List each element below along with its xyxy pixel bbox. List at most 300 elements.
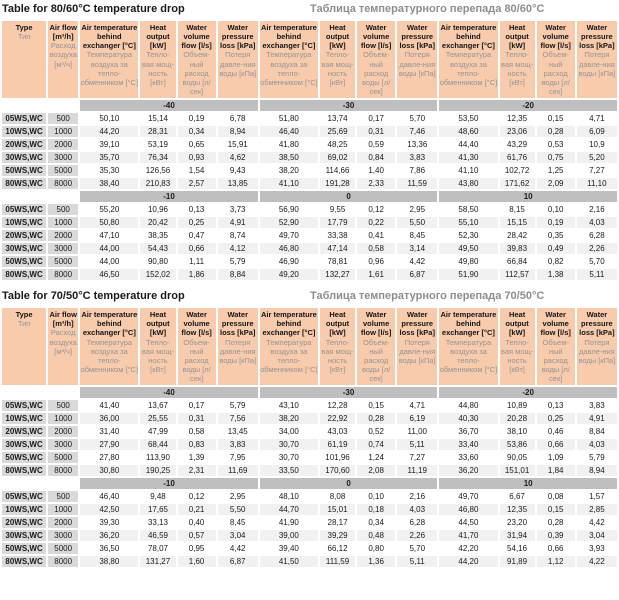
- table-title-ru: Таблица температурного перепада 70/50°C: [310, 290, 545, 303]
- value-cell: 0,41: [357, 230, 395, 241]
- table-title-en: Table for 70/50°C temperature drop: [2, 290, 185, 303]
- value-cell: 0,12: [178, 491, 216, 502]
- value-cell: 9,48: [140, 491, 175, 502]
- value-cell: 78,07: [140, 543, 175, 554]
- value-cell: 43,29: [500, 139, 535, 150]
- value-cell: 47,14: [320, 243, 355, 254]
- type-cell: 10WS,WC: [2, 504, 46, 515]
- col-header-label-en: Heat output [kW]: [146, 23, 170, 51]
- col-header-water-pressure-loss: [218, 308, 258, 385]
- value-cell: 4,42: [218, 543, 258, 554]
- value-cell: 170,60: [320, 465, 355, 476]
- value-cell: 6,87: [218, 556, 258, 567]
- value-cell: 44,20: [80, 126, 138, 137]
- col-header-label-en: Water volume flow [l/s]: [360, 310, 392, 338]
- air-flow-cell: 3000: [48, 439, 78, 450]
- table-row: [2, 243, 617, 254]
- value-cell: 44,70: [260, 504, 318, 515]
- value-cell: 40,30: [439, 413, 497, 424]
- value-cell: 41,80: [260, 139, 318, 150]
- value-cell: 52,90: [260, 217, 318, 228]
- value-cell: 126,56: [140, 165, 175, 176]
- col-header-label-ru: Температура воздуха за тепло-обменником [°C]: [80, 50, 139, 87]
- value-cell: 5,79: [218, 256, 258, 267]
- value-cell: 36,70: [439, 426, 497, 437]
- col-header-label-ru: Потеря давле-ния воды [кПа]: [219, 50, 257, 78]
- col-header-water-volume-flow: [178, 21, 216, 98]
- type-cell: 80WS,WC: [2, 178, 46, 189]
- value-cell: 0,66: [537, 543, 575, 554]
- col-header-label-ru: Температура воздуха за тепло-обменником [°C]: [439, 50, 498, 87]
- col-header-label-ru: Потеря давле-ния воды [кПа]: [398, 337, 436, 365]
- outside-temp-group-row: [2, 100, 617, 111]
- value-cell: 5,50: [397, 217, 437, 228]
- value-cell: 53,86: [500, 439, 535, 450]
- type-cell: 20WS,WC: [2, 517, 46, 528]
- air-flow-cell: 2000: [48, 230, 78, 241]
- col-header-label-ru: Расход воздуха [м³/ч]: [49, 41, 77, 69]
- value-cell: 0,57: [178, 530, 216, 541]
- value-cell: 11,10: [577, 178, 617, 189]
- table-row: [2, 413, 617, 424]
- value-cell: 91,89: [500, 556, 535, 567]
- table-section-80-60: [0, 3, 619, 282]
- value-cell: 47,10: [80, 230, 138, 241]
- value-cell: 51,90: [439, 269, 497, 280]
- col-header-label-en: Heat output [kW]: [505, 310, 529, 338]
- col-header-label-ru: Расход воздуха [м³/ч]: [49, 328, 77, 356]
- value-cell: 0,83: [178, 439, 216, 450]
- value-cell: 44,80: [439, 400, 497, 411]
- value-cell: 7,56: [218, 413, 258, 424]
- value-cell: 7,27: [577, 165, 617, 176]
- value-cell: 6,09: [577, 126, 617, 137]
- value-cell: 34,00: [260, 426, 318, 437]
- value-cell: 66,12: [320, 543, 355, 554]
- value-cell: 46,80: [439, 504, 497, 515]
- value-cell: 44,20: [439, 556, 497, 567]
- value-cell: 0,08: [537, 491, 575, 502]
- type-cell: 50WS,WC: [2, 165, 46, 176]
- value-cell: 0,58: [357, 243, 395, 254]
- outside-temp-group-row: [2, 478, 617, 489]
- table-row: [2, 152, 617, 163]
- value-cell: 2,26: [397, 530, 437, 541]
- value-cell: 90,05: [500, 452, 535, 463]
- value-cell: 20,42: [140, 217, 175, 228]
- type-cell: 30WS,WC: [2, 439, 46, 450]
- col-header-label-ru: Температура воздуха за тепло-обменником [°C]: [260, 337, 318, 374]
- type-cell: 05WS,WC: [2, 113, 46, 124]
- value-cell: 53,19: [140, 139, 175, 150]
- col-header-water-volume-flow: [357, 21, 395, 98]
- type-cell: 30WS,WC: [2, 530, 46, 541]
- col-header-label-ru: Тепло-вая мощ-ность [кВт]: [500, 50, 534, 87]
- value-cell: 33,50: [260, 465, 318, 476]
- value-cell: 28,42: [500, 230, 535, 241]
- value-cell: 114,66: [320, 165, 355, 176]
- value-cell: 41,10: [439, 165, 497, 176]
- col-header-label-ru: Потеря давле-ния воды [кПа]: [398, 50, 436, 78]
- value-cell: 25,55: [140, 413, 175, 424]
- value-cell: 5,70: [397, 113, 437, 124]
- value-cell: 31,94: [500, 530, 535, 541]
- air-flow-cell: 8000: [48, 269, 78, 280]
- value-cell: 61,19: [320, 439, 355, 450]
- value-cell: 0,19: [537, 217, 575, 228]
- value-cell: 33,40: [439, 439, 497, 450]
- outside-temp-group-label: -20: [439, 100, 617, 111]
- value-cell: 2,57: [178, 178, 216, 189]
- value-cell: 0,28: [537, 517, 575, 528]
- value-cell: 66,84: [500, 256, 535, 267]
- value-cell: 46,50: [80, 269, 138, 280]
- value-cell: 4,03: [577, 217, 617, 228]
- outside-temp-group-label: -20: [439, 387, 617, 398]
- value-cell: 6,28: [397, 517, 437, 528]
- value-cell: 6,19: [397, 413, 437, 424]
- air-flow-cell: 5000: [48, 256, 78, 267]
- value-cell: 15,15: [500, 217, 535, 228]
- value-cell: 1,39: [178, 452, 216, 463]
- air-flow-cell: 1000: [48, 504, 78, 515]
- table-section-70-50: [0, 290, 619, 569]
- value-cell: 42,50: [80, 504, 138, 515]
- value-cell: 4,62: [218, 152, 258, 163]
- air-flow-cell: 2000: [48, 426, 78, 437]
- value-cell: 2,16: [577, 204, 617, 215]
- value-cell: 53,50: [439, 113, 497, 124]
- value-cell: 12,35: [500, 504, 535, 515]
- value-cell: 36,50: [80, 543, 138, 554]
- value-cell: 131,27: [140, 556, 175, 567]
- value-cell: 190,25: [140, 465, 175, 476]
- table-row: [2, 126, 617, 137]
- col-header-air-temp-behind-exchanger: [260, 21, 318, 98]
- col-header-label-en: Water pressure loss [kPa]: [399, 23, 435, 51]
- table-title-ru: Таблица температурного перепада 80/60°C: [310, 3, 545, 15]
- value-cell: 0,12: [357, 204, 395, 215]
- table-row: [2, 504, 617, 515]
- value-cell: 1,12: [537, 556, 575, 567]
- col-header-label-ru: Температура воздуха за тепло-обменником [°C]: [80, 337, 139, 374]
- value-cell: 0,65: [178, 139, 216, 150]
- value-cell: 28,17: [320, 517, 355, 528]
- value-cell: 46,40: [260, 126, 318, 137]
- outside-temp-group-label: -30: [260, 100, 438, 111]
- value-cell: 0,34: [357, 517, 395, 528]
- value-cell: 0,31: [178, 413, 216, 424]
- value-cell: 132,27: [320, 269, 355, 280]
- col-header-label-ru: Потеря давле-ния воды [кПа]: [578, 337, 616, 365]
- value-cell: 36,20: [439, 465, 497, 476]
- value-cell: 0,15: [357, 400, 395, 411]
- col-header-label-en: Water pressure loss [kPa]: [579, 310, 615, 338]
- value-cell: 2,09: [537, 178, 575, 189]
- outside-temp-group-label: -10: [80, 191, 258, 202]
- outside-temp-group-label: 10: [439, 191, 617, 202]
- value-cell: 0,93: [178, 152, 216, 163]
- col-header-label-en: Heat output [kW]: [146, 310, 170, 338]
- type-cell: 10WS,WC: [2, 413, 46, 424]
- type-cell: 10WS,WC: [2, 217, 46, 228]
- value-cell: 4,91: [218, 217, 258, 228]
- value-cell: 8,84: [218, 269, 258, 280]
- temperature-drop-table-80-60: [0, 19, 619, 282]
- value-cell: 39,10: [80, 139, 138, 150]
- type-cell: 30WS,WC: [2, 152, 46, 163]
- col-header-heat-output: [320, 308, 355, 385]
- col-header-label-ru: Объем-ный расход воды [л/сек]: [182, 50, 211, 96]
- value-cell: 41,70: [439, 530, 497, 541]
- value-cell: 58,50: [439, 204, 497, 215]
- col-header-heat-output: [140, 21, 175, 98]
- value-cell: 43,03: [320, 426, 355, 437]
- value-cell: 48,60: [439, 126, 497, 137]
- col-header-label-ru: Потеря давле-ния воды [кПа]: [578, 50, 616, 78]
- type-cell: 05WS,WC: [2, 400, 46, 411]
- value-cell: 90,80: [140, 256, 175, 267]
- value-cell: 61,76: [500, 152, 535, 163]
- col-header-label-en: Water volume flow [l/s]: [540, 310, 571, 338]
- value-cell: 4,71: [397, 400, 437, 411]
- value-cell: 38,40: [80, 178, 138, 189]
- value-cell: 0,17: [178, 400, 216, 411]
- col-header-label-en: Water pressure loss [kPa]: [399, 310, 435, 338]
- value-cell: 39,29: [320, 530, 355, 541]
- col-header-label-en: Water volume flow [l/s]: [540, 23, 571, 51]
- col-header-label-en: Water volume flow [l/s]: [360, 23, 392, 51]
- air-flow-cell: 8000: [48, 556, 78, 567]
- col-header-water-pressure-loss: [397, 308, 437, 385]
- group-row-spacer: [2, 191, 78, 202]
- outside-temp-group-label: -30: [260, 387, 438, 398]
- value-cell: 50,80: [80, 217, 138, 228]
- value-cell: 8,45: [397, 230, 437, 241]
- air-flow-cell: 2000: [48, 139, 78, 150]
- value-cell: 44,40: [439, 139, 497, 150]
- value-cell: 30,80: [80, 465, 138, 476]
- type-cell: 50WS,WC: [2, 452, 46, 463]
- value-cell: 4,12: [218, 243, 258, 254]
- type-cell: 20WS,WC: [2, 426, 46, 437]
- value-cell: 39,83: [500, 243, 535, 254]
- outside-temp-group-label: -40: [80, 387, 258, 398]
- col-header-water-volume-flow: [178, 308, 216, 385]
- outside-temp-group-row: [2, 387, 617, 398]
- table-title-row: [0, 290, 619, 305]
- col-header-label-en: Air temperature behind exchanger [°C]: [81, 23, 138, 51]
- value-cell: 0,10: [357, 491, 395, 502]
- table-row: [2, 543, 617, 554]
- table-row: [2, 400, 617, 411]
- value-cell: 0,47: [178, 230, 216, 241]
- col-header-label-ru: Тип: [17, 319, 31, 329]
- value-cell: 33,13: [140, 517, 175, 528]
- value-cell: 35,70: [80, 152, 138, 163]
- air-flow-cell: 500: [48, 400, 78, 411]
- value-cell: 1,84: [537, 465, 575, 476]
- air-flow-cell: 2000: [48, 517, 78, 528]
- type-cell: 05WS,WC: [2, 491, 46, 502]
- value-cell: 28,31: [140, 126, 175, 137]
- col-header-label-en: Air temperature behind exchanger [°C]: [260, 310, 317, 338]
- value-cell: 0,53: [537, 139, 575, 150]
- value-cell: 0,59: [357, 139, 395, 150]
- table-title-row: [0, 3, 619, 18]
- table-row: [2, 230, 617, 241]
- table-row: [2, 139, 617, 150]
- type-cell: 50WS,WC: [2, 256, 46, 267]
- value-cell: 2,95: [397, 204, 437, 215]
- value-cell: 0,80: [357, 543, 395, 554]
- value-cell: 52,30: [439, 230, 497, 241]
- col-header-heat-output: [500, 21, 535, 98]
- value-cell: 38,35: [140, 230, 175, 241]
- col-header-label-en: Air temperature behind exchanger [°C]: [440, 310, 497, 338]
- value-cell: 15,01: [320, 504, 355, 515]
- air-flow-cell: 3000: [48, 152, 78, 163]
- value-cell: 44,00: [80, 243, 138, 254]
- type-cell: 30WS,WC: [2, 243, 46, 254]
- value-cell: 1,38: [537, 269, 575, 280]
- value-cell: 6,28: [577, 230, 617, 241]
- value-cell: 5,70: [577, 256, 617, 267]
- col-header-air-flow: [48, 308, 78, 385]
- header-row: [2, 21, 617, 98]
- value-cell: 10,89: [500, 400, 535, 411]
- value-cell: 5,20: [577, 152, 617, 163]
- air-flow-cell: 5000: [48, 543, 78, 554]
- col-header-label-en: Heat output [kW]: [505, 23, 529, 51]
- outside-temp-group-label: 10: [439, 478, 617, 489]
- col-header-label-ru: Температура воздуха за тепло-обменником [°C]: [439, 337, 498, 374]
- value-cell: 17,79: [320, 217, 355, 228]
- value-cell: 2,85: [577, 504, 617, 515]
- value-cell: 44,50: [439, 517, 497, 528]
- table-row: [2, 217, 617, 228]
- col-header-heat-output: [140, 308, 175, 385]
- value-cell: 5,79: [577, 452, 617, 463]
- value-cell: 0,28: [537, 126, 575, 137]
- type-cell: 10WS,WC: [2, 126, 46, 137]
- value-cell: 54,43: [140, 243, 175, 254]
- value-cell: 1,36: [357, 556, 395, 567]
- value-cell: 46,80: [260, 243, 318, 254]
- col-header-water-pressure-loss: [397, 21, 437, 98]
- value-cell: 1,57: [577, 491, 617, 502]
- value-cell: 0,17: [357, 113, 395, 124]
- air-flow-cell: 1000: [48, 217, 78, 228]
- col-header-label-en: Water pressure loss [kPa]: [220, 23, 256, 51]
- col-header-label-ru: Объем-ный расход воды [л/сек]: [361, 337, 391, 384]
- value-cell: 36,00: [80, 413, 138, 424]
- col-header-label-en: Water pressure loss [kPa]: [579, 23, 615, 51]
- value-cell: 55,20: [80, 204, 138, 215]
- header-row: [2, 308, 617, 385]
- value-cell: 0,13: [537, 400, 575, 411]
- air-flow-cell: 500: [48, 204, 78, 215]
- value-cell: 46,40: [80, 491, 138, 502]
- value-cell: 0,25: [178, 217, 216, 228]
- value-cell: 38,20: [260, 165, 318, 176]
- value-cell: 7,86: [397, 165, 437, 176]
- value-cell: 1,86: [178, 269, 216, 280]
- value-cell: 17,65: [140, 504, 175, 515]
- value-cell: 20,28: [500, 413, 535, 424]
- table-row: [2, 178, 617, 189]
- col-header-label-ru: Тепло-вая мощ-ность [кВт]: [141, 337, 175, 374]
- col-header-label-en: Air temperature behind exchanger [°C]: [81, 310, 138, 338]
- col-header-label-ru: Температура воздуха за тепло-обменником [°C]: [260, 50, 318, 87]
- col-header-label-en: Water volume flow [l/s]: [181, 310, 212, 338]
- col-header-water-pressure-loss: [218, 21, 258, 98]
- value-cell: 3,83: [397, 152, 437, 163]
- outside-temp-group-label: -10: [80, 478, 258, 489]
- value-cell: 23,06: [500, 126, 535, 137]
- value-cell: 1,11: [178, 256, 216, 267]
- value-cell: 0,74: [357, 439, 395, 450]
- value-cell: 10,9: [577, 139, 617, 150]
- value-cell: 0,28: [357, 413, 395, 424]
- col-header-label-en: Air flow [m³/h]: [49, 23, 77, 42]
- table-row: [2, 439, 617, 450]
- value-cell: 30,70: [260, 452, 318, 463]
- value-cell: 41,30: [439, 152, 497, 163]
- group-row-spacer: [2, 478, 78, 489]
- value-cell: 6,78: [218, 113, 258, 124]
- air-flow-cell: 8000: [48, 178, 78, 189]
- value-cell: 49,50: [439, 243, 497, 254]
- table-row: [2, 556, 617, 567]
- value-cell: 8,15: [500, 204, 535, 215]
- value-cell: 0,22: [357, 217, 395, 228]
- value-cell: 8,74: [218, 230, 258, 241]
- col-header-type: [2, 21, 46, 98]
- air-flow-cell: 1000: [48, 126, 78, 137]
- value-cell: 41,40: [80, 400, 138, 411]
- value-cell: 2,16: [397, 491, 437, 502]
- value-cell: 1,24: [357, 452, 395, 463]
- value-cell: 76,34: [140, 152, 175, 163]
- table-row: [2, 269, 617, 280]
- value-cell: 38,20: [260, 413, 318, 424]
- value-cell: 13,67: [140, 400, 175, 411]
- value-cell: 48,10: [260, 491, 318, 502]
- value-cell: 1,40: [357, 165, 395, 176]
- col-header-type: [2, 308, 46, 385]
- value-cell: 0,52: [357, 426, 395, 437]
- value-cell: 0,58: [178, 426, 216, 437]
- table-row: [2, 426, 617, 437]
- col-header-air-temp-behind-exchanger: [439, 21, 497, 98]
- type-cell: 50WS,WC: [2, 543, 46, 554]
- col-header-label-ru: Объем-ный расход воды [л/сек]: [361, 50, 391, 96]
- value-cell: 22,92: [320, 413, 355, 424]
- value-cell: 8,08: [320, 491, 355, 502]
- value-cell: 13,45: [218, 426, 258, 437]
- value-cell: 9,43: [218, 165, 258, 176]
- value-cell: 3,83: [218, 439, 258, 450]
- table-row: [2, 491, 617, 502]
- col-header-label-ru: Тепло-вая мощ-ность [кВт]: [141, 50, 175, 87]
- value-cell: 3,93: [577, 543, 617, 554]
- value-cell: 69,02: [320, 152, 355, 163]
- value-cell: 0,40: [178, 517, 216, 528]
- value-cell: 1,54: [178, 165, 216, 176]
- value-cell: 0,39: [537, 530, 575, 541]
- value-cell: 3,04: [577, 530, 617, 541]
